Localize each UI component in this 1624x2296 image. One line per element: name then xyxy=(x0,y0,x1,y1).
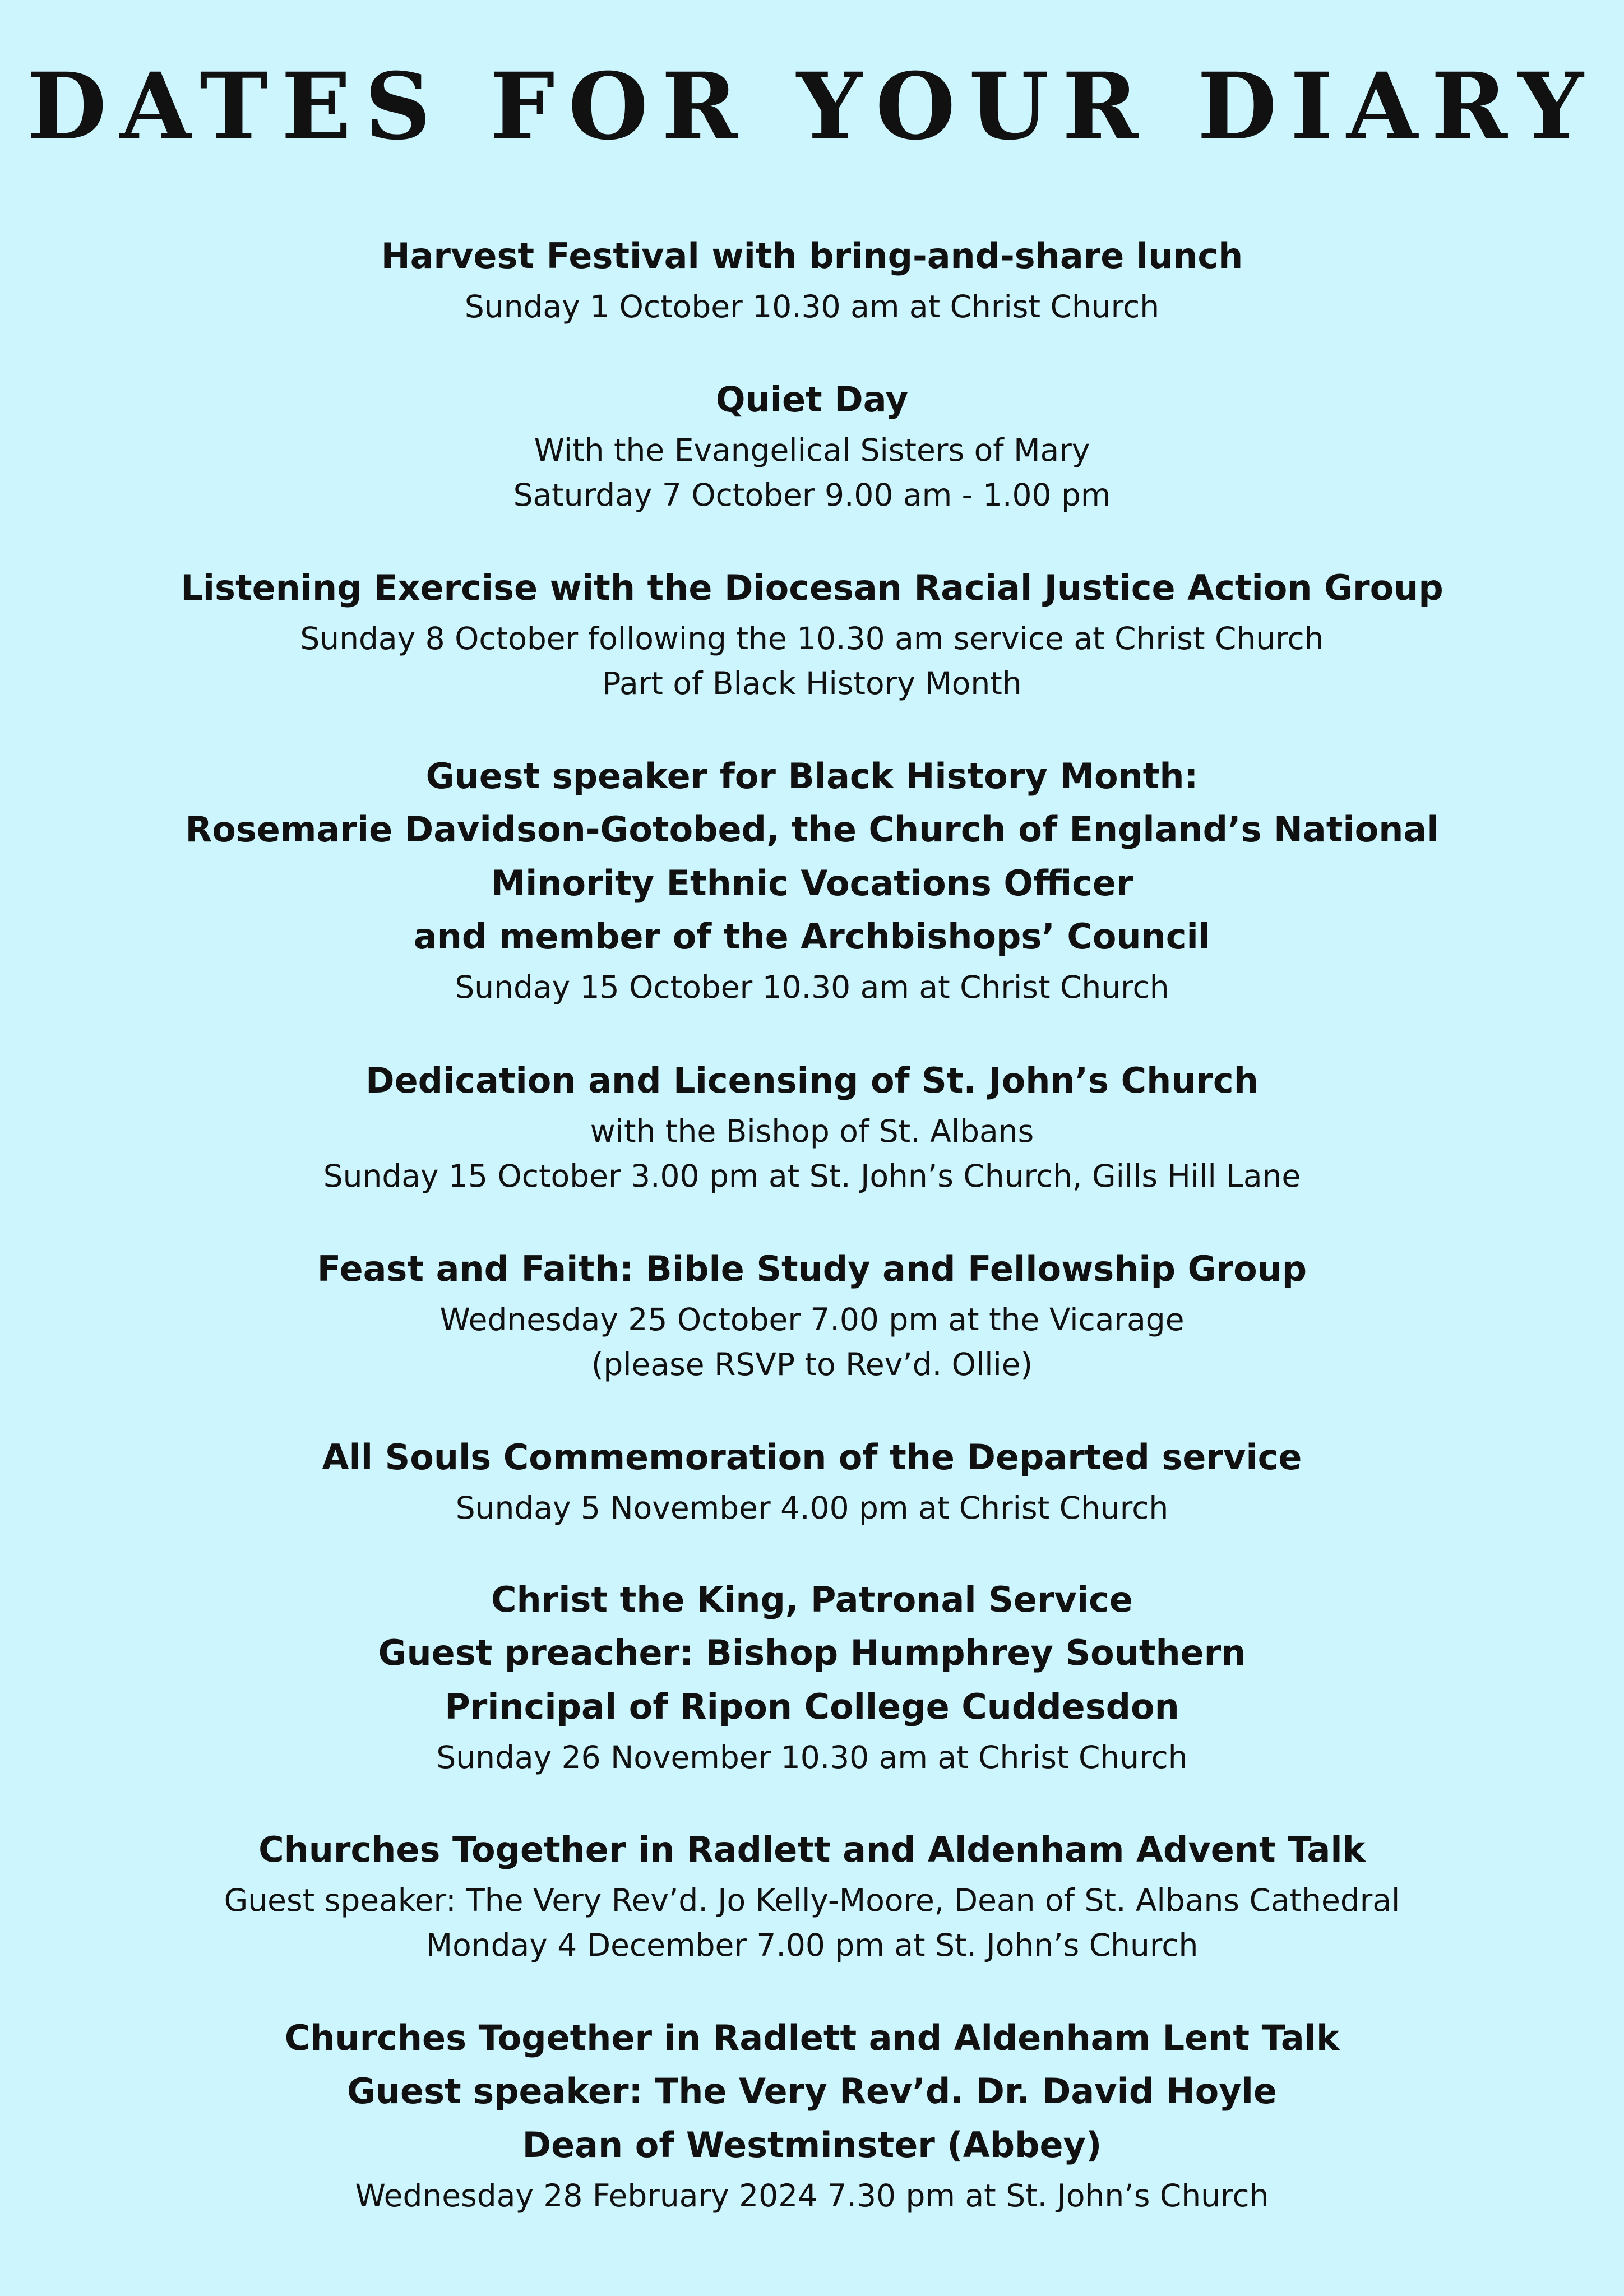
event-detail: With the Evangelical Sisters of Mary xyxy=(534,432,1090,468)
event-heading: Churches Together in Radlett and Aldenham Advent Talk xyxy=(258,1829,1366,1870)
event-heading: Dedication and Licensing of St. John’s Church xyxy=(365,1060,1259,1101)
event-detail: Sunday 26 November 10.30 am at Christ Church xyxy=(436,1739,1188,1775)
event-heading: and member of the Archbishops’ Council xyxy=(413,916,1211,957)
event-heading: Guest preacher: Bishop Humphrey Southern xyxy=(378,1632,1246,1673)
event-detail: Sunday 15 October 3.00 pm at St. John’s Church, Gills Hill Lane xyxy=(323,1158,1301,1194)
event-heading: Christ the King, Patronal Service xyxy=(491,1579,1133,1620)
event-detail: Sunday 5 November 4.00 pm at Christ Church xyxy=(455,1490,1169,1526)
event-detail: Wednesday 28 February 2024 7.30 pm at St. John’s Church xyxy=(355,2178,1269,2214)
event-detail: Wednesday 25 October 7.00 pm at the Vicarage xyxy=(439,1302,1185,1337)
event-heading: Harvest Festival with bring-and-share lunch xyxy=(381,235,1243,276)
event-heading: All Souls Commemoration of the Departed service xyxy=(322,1437,1302,1478)
event-detail: Sunday 1 October 10.30 am at Christ Church xyxy=(464,289,1160,325)
event-detail: Monday 4 December 7.00 pm at St. John’s Church xyxy=(425,1927,1199,1963)
event-heading: Guest speaker: The Very Rev’d. Dr. David Hoyle xyxy=(347,2071,1277,2112)
event-detail: Sunday 15 October 10.30 am at Christ Church xyxy=(455,969,1169,1005)
page-title: DATES FOR YOUR DIARY xyxy=(27,52,1597,160)
event-detail: Guest speaker: The Very Rev’d. Jo Kelly-Moore, Dean of St. Albans Cathedral xyxy=(224,1882,1400,1918)
event-heading: Rosemarie Davidson-Gotobed, the Church of England’s National xyxy=(185,809,1439,850)
event-heading: Listening Exercise with the Diocesan Racial Justice Action Group xyxy=(181,567,1443,608)
event-heading: Dean of Westminster (Abbey) xyxy=(522,2124,1102,2165)
event-heading: Guest speaker for Black History Month: xyxy=(425,756,1199,797)
event-detail: Sunday 8 October following the 10.30 am service at Christ Church xyxy=(300,621,1324,656)
event-detail: with the Bishop of St. Albans xyxy=(590,1113,1034,1149)
event-heading: Minority Ethnic Vocations Officer xyxy=(491,863,1133,904)
event-detail: Part of Black History Month xyxy=(602,665,1022,701)
event-detail: Saturday 7 October 9.00 am - 1.00 pm xyxy=(513,477,1111,513)
event-heading: Feast and Faith: Bible Study and Fellowship Group xyxy=(317,1248,1307,1289)
event-heading: Quiet Day xyxy=(715,379,909,420)
event-heading: Principal of Ripon College Cuddesdon xyxy=(445,1686,1179,1727)
event-detail: (please RSVP to Rev’d. Ollie) xyxy=(591,1346,1033,1382)
event-heading: Churches Together in Radlett and Aldenham Lent Talk xyxy=(284,2017,1340,2058)
